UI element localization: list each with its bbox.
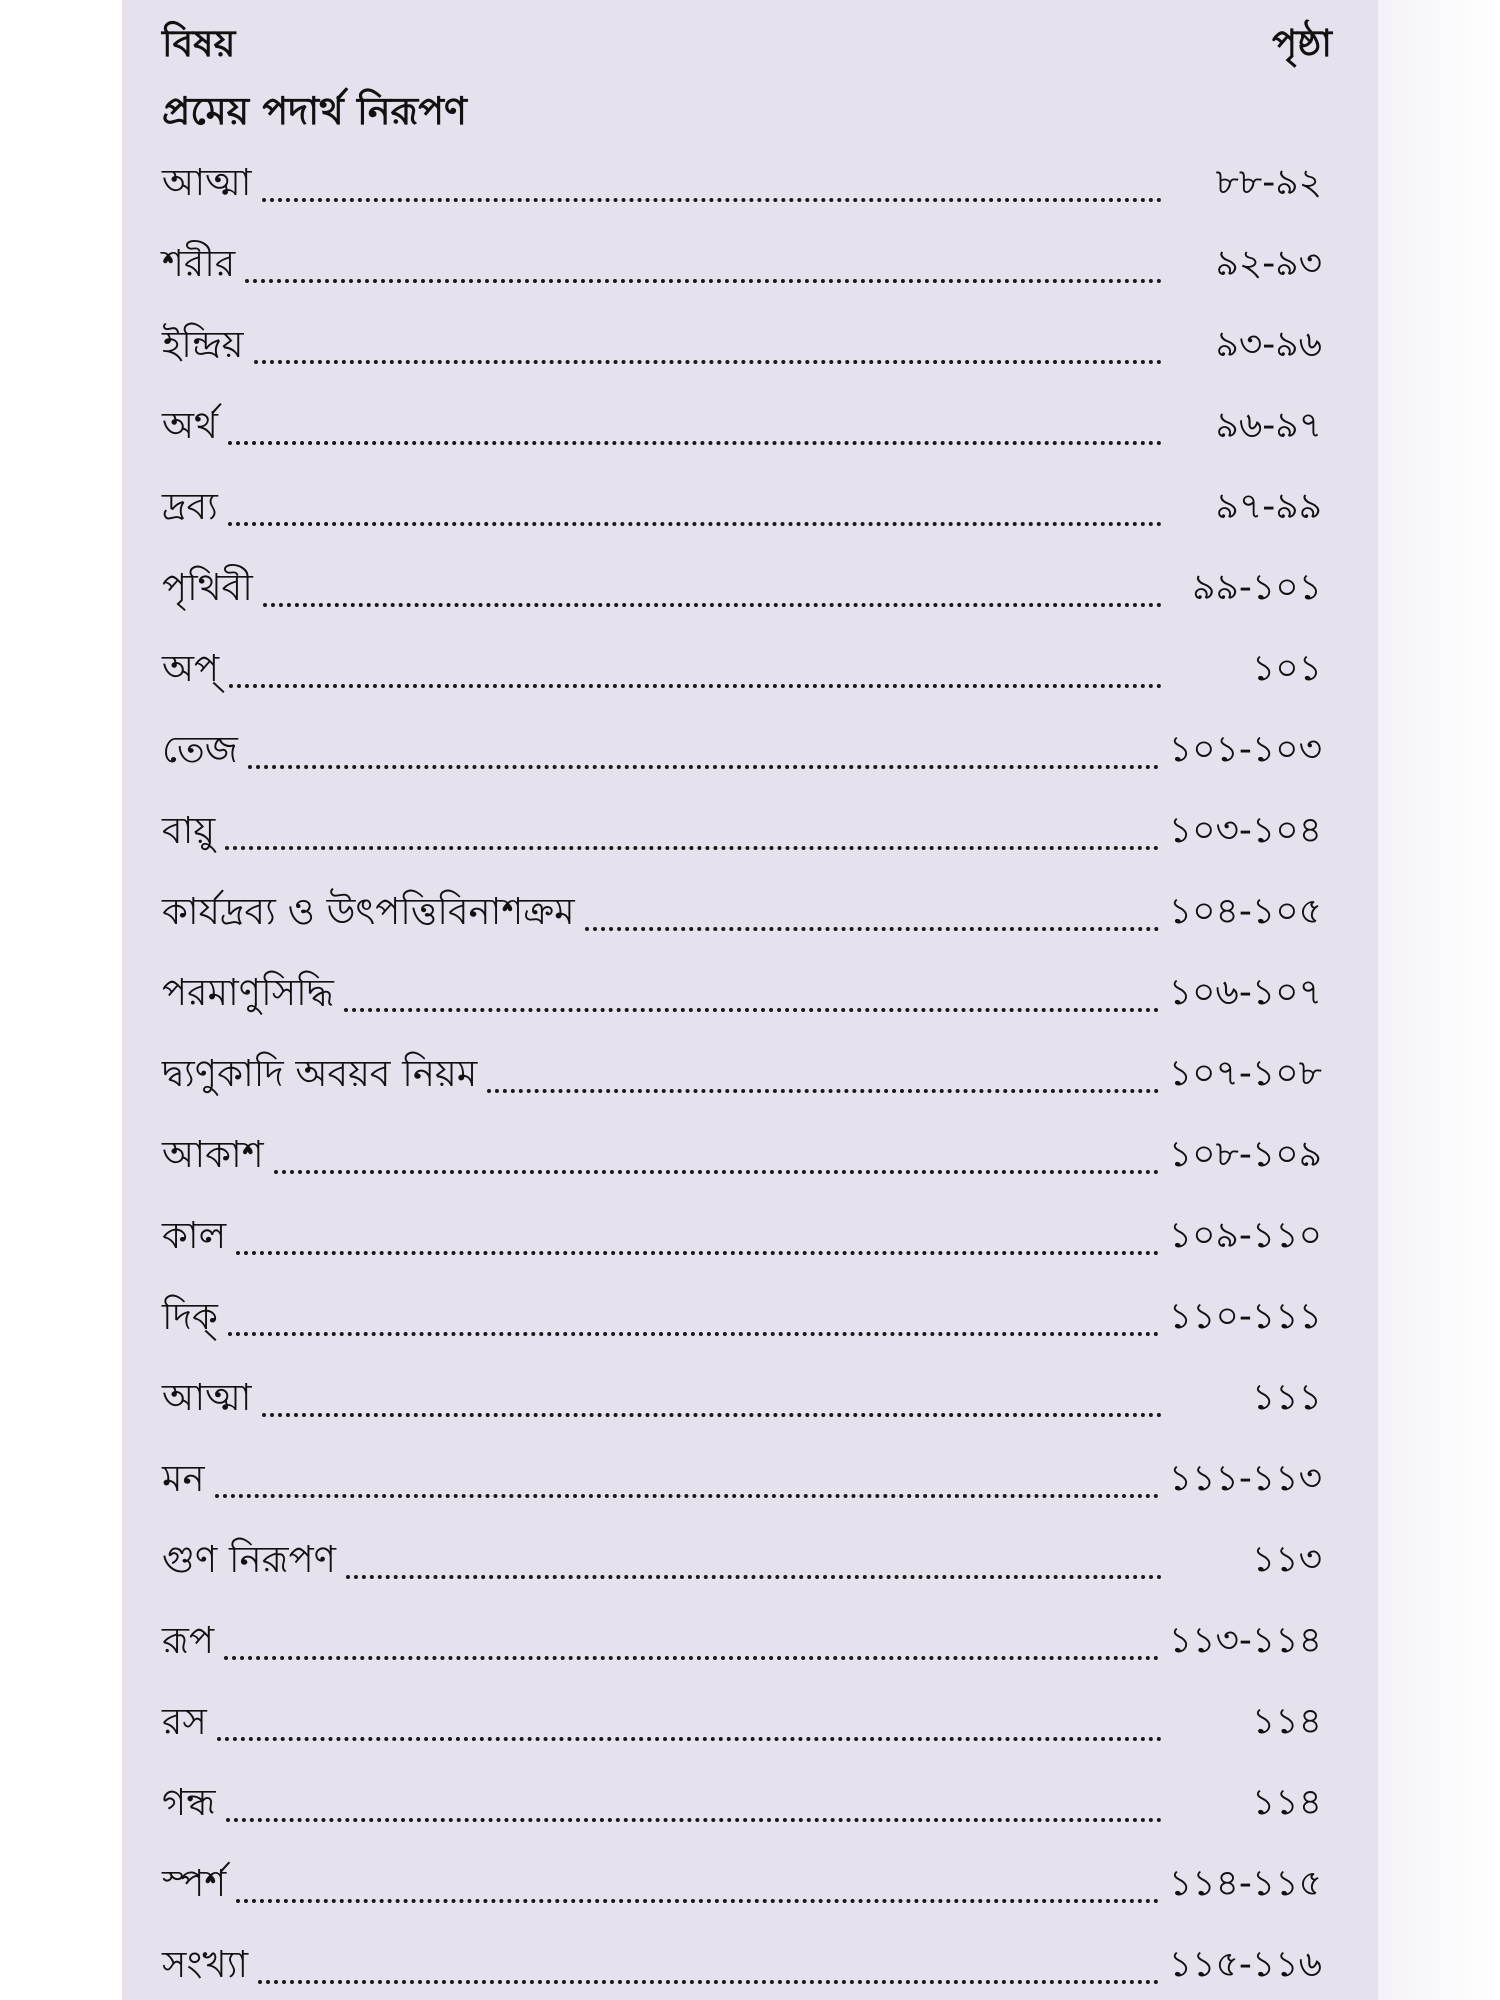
toc-entry-title: রস — [162, 1697, 215, 1747]
toc-entry-title: তেজ — [162, 725, 246, 775]
dot-leader — [236, 1251, 1159, 1255]
toc-entry — [162, 320, 1342, 401]
toc-entry-title: ইন্দ্রিয় — [162, 320, 252, 370]
dot-leader — [224, 1656, 1159, 1660]
dot-leader — [236, 1899, 1159, 1903]
toc-header — [162, 14, 1342, 64]
toc-entry-pages: ১০১-১০৩ — [1168, 729, 1322, 770]
toc-entry-title: সংখ্যা — [162, 1940, 256, 1990]
section-title: প্রমেয় পদার্থ নিরূপণ — [162, 89, 467, 133]
dot-leader — [215, 1494, 1159, 1498]
toc-entry-title: কার্যদ্রব্য ও উৎপত্তিবিনাশক্রম — [162, 887, 583, 937]
toc-entry — [162, 239, 1342, 320]
toc-entry-title: বায়ু — [162, 806, 223, 856]
toc-entry-title: মন — [162, 1454, 213, 1504]
toc-entry — [162, 1049, 1342, 1130]
toc-entry — [162, 887, 1342, 968]
toc-entry — [162, 725, 1342, 806]
toc-entry-title: পৃথিবী — [162, 563, 261, 613]
dot-leader — [225, 846, 1159, 850]
toc-entry-title: গন্ধ — [162, 1778, 224, 1828]
toc-entry-pages: ৯২-৯৩ — [1215, 243, 1322, 284]
toc-entry-pages: ৯৬-৯৭ — [1215, 405, 1322, 446]
dot-leader — [487, 1089, 1159, 1093]
toc-entry — [162, 1778, 1342, 1859]
dot-leader — [262, 198, 1162, 202]
toc-entry-pages: ১১৪-১১৫ — [1168, 1863, 1322, 1904]
dot-leader — [217, 1737, 1162, 1741]
toc-entry-title: দ্রব্য — [162, 482, 226, 532]
toc-entry — [162, 563, 1342, 644]
toc-entry-pages: ১১১-১১৩ — [1168, 1458, 1322, 1499]
dot-leader — [263, 603, 1162, 607]
toc-entry-pages: ১১০-১১১ — [1168, 1296, 1322, 1337]
toc-entry-pages: ১০৯-১১০ — [1168, 1215, 1322, 1256]
dot-leader — [245, 279, 1162, 283]
toc-entry-pages: ৯৯-১০১ — [1192, 567, 1322, 608]
dot-leader — [274, 1170, 1159, 1174]
toc-entry-pages: ৯৩-৯৬ — [1215, 324, 1322, 365]
toc-entry-title: অপ্ — [162, 644, 227, 694]
toc-entry-title: দ্ব্যণুকাদি অবয়ব নিয়ম — [162, 1049, 485, 1099]
dot-leader — [344, 1008, 1159, 1012]
toc-entry — [162, 968, 1342, 1049]
toc-entry — [162, 1292, 1342, 1373]
toc-entry-pages: ১১৫-১১৬ — [1168, 1944, 1322, 1985]
scan-margin — [1378, 0, 1500, 2000]
dot-leader — [229, 684, 1162, 688]
toc-entry — [162, 158, 1342, 239]
dot-leader — [346, 1575, 1162, 1579]
toc-entry-pages: ১০৬-১০৭ — [1168, 972, 1322, 1013]
page-column-label: পৃষ্ঠা — [1272, 22, 1332, 65]
dot-leader — [585, 927, 1159, 931]
toc-entry-title: গুণ নিরূপণ — [162, 1535, 344, 1585]
toc-entry-pages: ১০৭-১০৮ — [1168, 1053, 1322, 1094]
toc-entry-title: রূপ — [162, 1616, 222, 1666]
toc-entry-pages: ১১৩-১১৪ — [1168, 1620, 1322, 1661]
toc-entry — [162, 1130, 1342, 1211]
toc-list — [162, 158, 1342, 2000]
toc-entry-title: অর্থ — [162, 401, 226, 451]
toc-entry-title: শরীর — [162, 239, 243, 289]
subject-column-label: বিষয় — [162, 22, 236, 65]
toc-entry — [162, 644, 1342, 725]
toc-entry-pages: ১১৩ — [1251, 1539, 1322, 1580]
toc-entry — [162, 1697, 1342, 1778]
toc-entry-pages: ১১১ — [1251, 1377, 1322, 1418]
toc-entry — [162, 1535, 1342, 1616]
toc-entry — [162, 1454, 1342, 1535]
dot-leader — [228, 522, 1162, 526]
toc-entry — [162, 401, 1342, 482]
toc-entry-title: আত্মা — [162, 158, 260, 208]
toc-entry — [162, 1616, 1342, 1697]
toc-entry — [162, 1940, 1342, 2000]
toc-entry-title: স্পর্শ — [162, 1859, 234, 1909]
toc-entry — [162, 1211, 1342, 1292]
toc-entry — [162, 806, 1342, 887]
toc-content — [162, 0, 1342, 2000]
toc-entry-pages: ১০৪-১০৫ — [1168, 891, 1322, 932]
dot-leader — [226, 1818, 1162, 1822]
book-page — [122, 0, 1378, 2000]
toc-entry — [162, 482, 1342, 563]
toc-entry-title: পরমাণুসিদ্ধি — [162, 968, 342, 1018]
toc-entry-pages: ৮৮-৯২ — [1215, 162, 1322, 203]
toc-entry-title: আকাশ — [162, 1130, 272, 1180]
toc-entry-title: দিক্ — [162, 1292, 226, 1342]
toc-entry-pages: ১০৮-১০৯ — [1168, 1134, 1322, 1175]
dot-leader — [228, 1332, 1159, 1336]
toc-entry-pages: ১১৪ — [1251, 1782, 1322, 1823]
toc-entry-title: আত্মা — [162, 1373, 260, 1423]
toc-entry-pages: ১০১ — [1251, 648, 1322, 689]
toc-entry-pages: ১০৩-১০৪ — [1168, 810, 1322, 851]
toc-entry — [162, 1373, 1342, 1454]
toc-entry-pages: ১১৪ — [1251, 1701, 1322, 1742]
dot-leader — [248, 765, 1159, 769]
toc-entry-title: কাল — [162, 1211, 234, 1261]
dot-leader — [228, 441, 1162, 445]
dot-leader — [258, 1980, 1159, 1984]
toc-entry-pages: ৯৭-৯৯ — [1215, 486, 1322, 527]
toc-entry — [162, 1859, 1342, 1940]
dot-leader — [262, 1413, 1162, 1417]
dot-leader — [254, 360, 1162, 364]
